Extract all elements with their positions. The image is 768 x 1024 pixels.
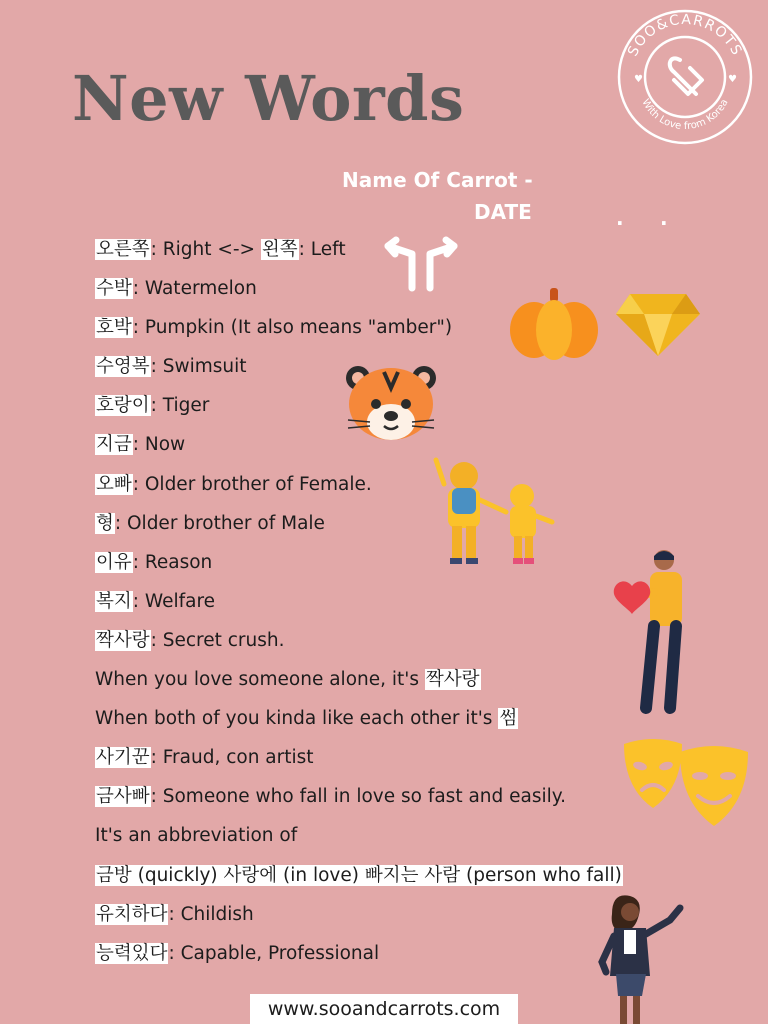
korean-word: 능력있다 <box>96 942 168 964</box>
korean-word: 지금 <box>96 434 132 456</box>
dot-marker: . <box>660 206 668 230</box>
korean-word: 왼쪽 <box>261 239 298 260</box>
definition: : Welfare <box>132 590 216 612</box>
note-text: When you love someone alone, it's <box>95 669 425 691</box>
svg-text:♥: ♥ <box>634 74 643 85</box>
vocab-row <box>95 901 623 940</box>
korean-word: 사기꾼 <box>96 747 150 769</box>
korean-word: 유치하다 <box>96 903 168 925</box>
svg-text:SOO&CARROTS <box>625 12 745 59</box>
carrot-name-line: Name Of Carrot - <box>342 168 533 192</box>
note-text: It's an abbreviation of <box>95 825 298 847</box>
definition: : Pumpkin (It also means "amber") <box>132 317 453 339</box>
vocab-note <box>95 822 623 861</box>
definition: : Fraud, con artist <box>150 747 314 769</box>
definition: : Older brother of Male <box>114 512 325 534</box>
arrows-icon <box>382 236 462 292</box>
carrot-date-line: DATE <box>474 200 532 224</box>
definition: : Watermelon <box>132 278 257 300</box>
definition: : Someone who fall in love so fast and easily. <box>150 786 566 808</box>
vocab-row <box>95 744 623 783</box>
gem-icon <box>614 292 702 358</box>
definition: : Secret crush. <box>150 629 285 651</box>
vocab-row <box>95 236 623 275</box>
definition: : Reason <box>132 551 213 573</box>
korean-word: 복지 <box>96 590 132 612</box>
definition: : Tiger <box>150 395 210 417</box>
korean-word: 오른쪽 <box>96 239 150 260</box>
definition: : Older brother of Female. <box>132 473 372 495</box>
page-title: New Words <box>72 62 465 135</box>
pumpkin-icon <box>508 286 600 360</box>
logo-top-text: SOO&CARROTS <box>624 11 746 59</box>
soo-carrots-logo <box>616 8 754 146</box>
definition: : Capable, Professional <box>168 942 380 964</box>
korean-word: 호랑이 <box>96 395 150 417</box>
vocab-row <box>95 940 623 979</box>
korean-word: 짝사랑 <box>96 629 150 651</box>
korean-word: 이유 <box>96 551 132 573</box>
definition: : Now <box>132 434 186 456</box>
svg-text:♥: ♥ <box>728 74 737 85</box>
vocab-row <box>95 588 623 627</box>
vocab-note <box>95 705 623 744</box>
note-text: When both of you kinda like each other it's <box>95 708 499 730</box>
korean-word: 수영복 <box>96 356 150 378</box>
korean-word: 오빠 <box>96 473 132 495</box>
vocab-row <box>95 783 623 822</box>
definition: : Swimsuit <box>150 356 247 378</box>
abbreviation-expansion: 금방 (quickly) 사랑에 (in love) 빠지는 사람 (person who fall) <box>96 864 622 886</box>
vocab-note <box>95 862 623 901</box>
masks-icon <box>620 736 752 832</box>
korean-word: 호박 <box>96 317 132 339</box>
korean-word: 썸 <box>499 708 518 730</box>
website-footer[interactable]: www.sooandcarrots.com <box>250 994 518 1024</box>
dot-marker: . <box>616 206 624 230</box>
logo-monogram-icon <box>670 58 702 94</box>
definition: : Right <-> <box>150 239 261 260</box>
korean-word: 수박 <box>96 278 132 300</box>
korean-word: 짝사랑 <box>425 669 480 691</box>
vocab-row <box>95 627 623 666</box>
korean-word: 금사빠 <box>96 786 150 808</box>
man-heart-icon <box>610 548 690 716</box>
korean-word: 형 <box>96 512 114 534</box>
vocab-note <box>95 666 623 705</box>
tiger-icon <box>340 362 444 446</box>
logo-bottom-text: With Love from Korea <box>639 97 731 133</box>
definition: : Childish <box>168 903 254 925</box>
kids-icon <box>428 454 556 568</box>
woman-icon <box>590 892 686 1024</box>
definition: : Left <box>298 239 346 260</box>
